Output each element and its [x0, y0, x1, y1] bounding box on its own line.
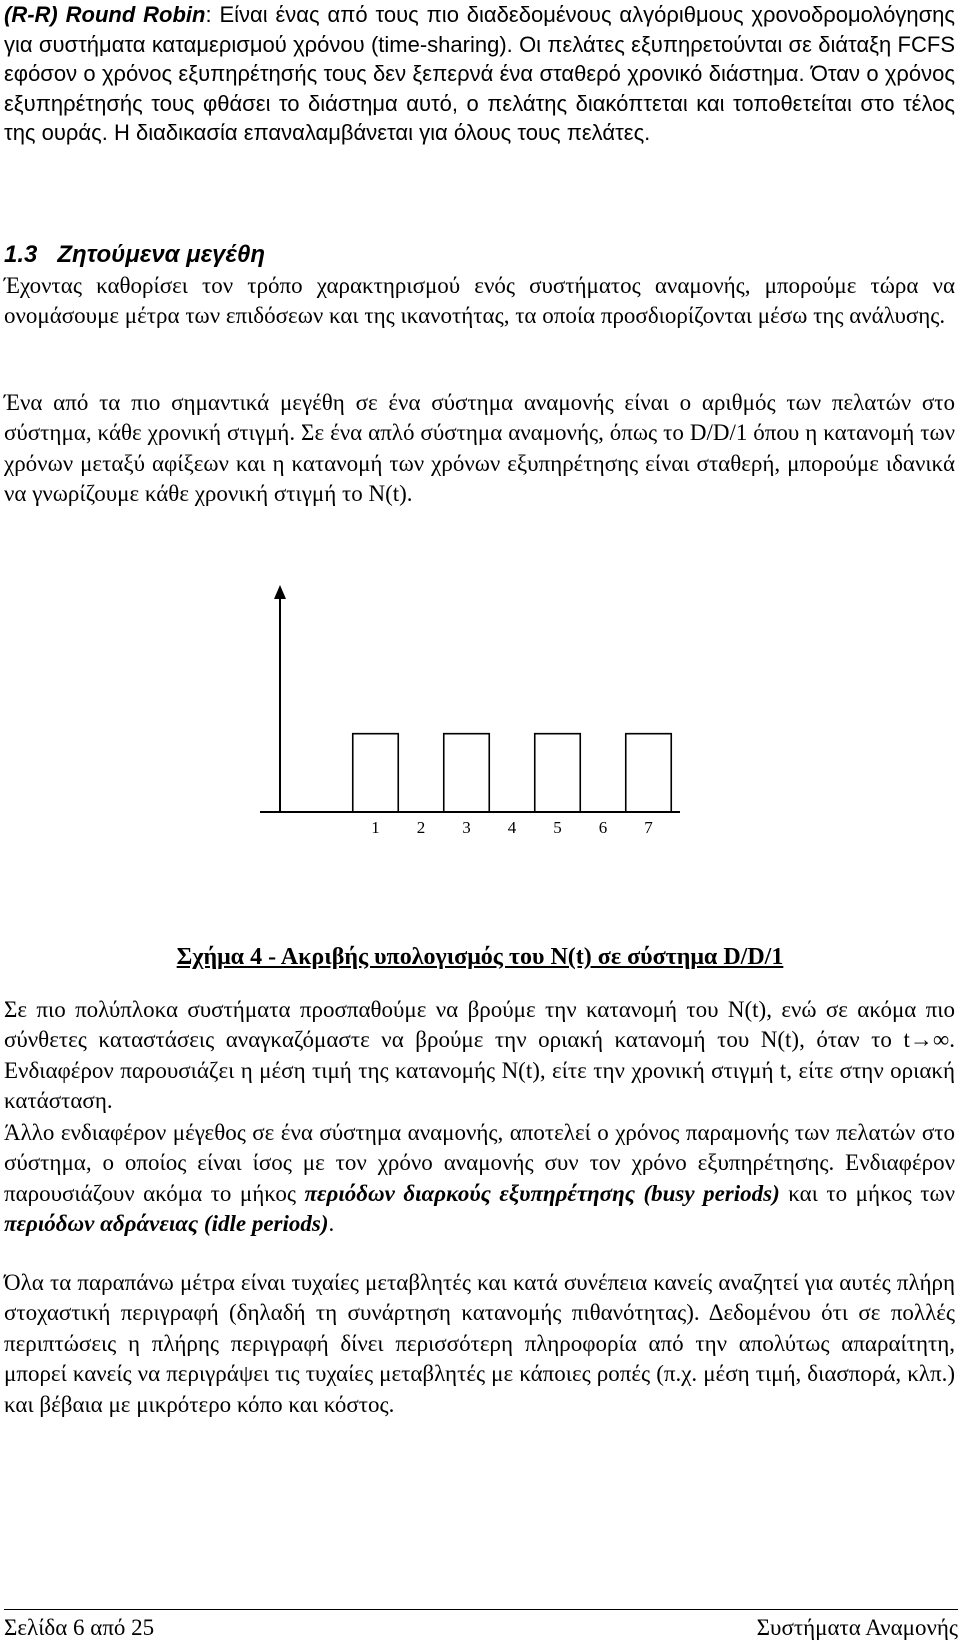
busy-periods-term: περιόδων διαρκούς εξυπηρέτησης (busy periods)	[304, 1180, 780, 1206]
step-pulse-1	[353, 734, 399, 812]
y-axis-arrowhead	[274, 585, 286, 599]
section-title: Ζητούμενα μεγέθη	[57, 241, 266, 268]
footer-page-number: Σελίδα 6 από 25	[4, 1615, 155, 1640]
x-tick-labels	[371, 818, 653, 837]
section-number: 1.3	[4, 241, 38, 268]
step-pulse-2	[444, 734, 490, 812]
intro-term: (R-R) Round Robin	[4, 2, 206, 27]
x-tick-label-6: 6	[598, 818, 608, 837]
x-tick-label-2: 2	[416, 818, 426, 837]
x-tick-label-5: 5	[553, 818, 562, 837]
x-tick-label-7: 7	[644, 818, 653, 837]
paragraph-4	[4, 1118, 955, 1240]
step-pulse-4	[626, 734, 672, 812]
x-tick-label-3: 3	[462, 818, 471, 837]
step-pulses	[353, 734, 672, 812]
paragraph-4-text-c: και το μήκος των	[779, 1180, 955, 1206]
paragraph-5: Όλα τα παραπάνω μέτρα είναι τυχαίες μεταβλητές και κατά συνέπεια κανείς αναζητεί για αυτές πλήρη στοχαστική περιγραφή (δηλαδή τη συνάρτηση κατανομής πιθανότητας). Δεδομένου ότι σε πολλές περιπτώσεις η πλήρης περιγραφή δίνει περισσότερη πληροφορία από την απολύτως απαραίτητη, μπορεί κανείς να περιγράψει τις τυχαίες μεταβλητές με κάποιες ροπές (π.χ. μέση τιμή, διασπορά, κλπ.) και βέβαια με μικρότερο κόπο και κόστος.	[4, 1270, 955, 1417]
paragraph-4-text-e: .	[328, 1211, 335, 1237]
section-heading	[4, 241, 265, 269]
figure-caption: Σχήμα 4 - Ακριβής υπολογισμός του N(t) σε σύστημα D/D/1	[176, 944, 784, 970]
nt-step-chart	[260, 585, 680, 885]
idle-periods-term: περιόδων αδράνειας (idle periods)	[4, 1211, 329, 1237]
footer-title: Συστήματα Αναμονής	[756, 1615, 958, 1640]
page-footer	[4, 1609, 958, 1641]
paragraph-2: Ένα από τα πιο σημαντικά μεγέθη σε ένα σύστημα αναμονής είναι ο αριθμός των πελατών στο σύστημα, κάθε χρονική στιγμή. Σε ένα απλό σύστημα αναμονής, όπως το D/D/1 όπου η κατανομή των χρόνων μεταξύ αφίξεων και η κατανομή των χρόνων εξυπηρέτησης είναι σταθερή, μπορούμε ιδανικά να γνωρίζουμε κάθε χρονική στιγμή το N(t).	[4, 390, 955, 507]
intro-text: : Είναι ένας από τους πιο διαδεδομένους αλγόριθμους χρονοδρομολόγησης για συστήματα καταμερισμού χρόνου (time-sharing). Οι πελάτες εξυπηρετούνται σε διάταξη FCFS εφόσον ο χρόνος εξυπηρέτησής τους δεν ξεπερνά ένα σταθερό χρονικό διάστημα. Όταν ο χρόνος εξυπηρέτησής τους φθάσει το διάστημα αυτό, ο πελάτης διακόπτεται και τοποθετείται στο τέλος της ουράς. Η διαδικασία επαναλαμβάνεται για όλους τους πελάτες.	[4, 2, 955, 145]
intro-paragraph	[4, 0, 955, 148]
step-pulse-3	[535, 734, 581, 812]
x-tick-label-4: 4	[507, 818, 517, 837]
paragraph-4-text-a: Άλλο ενδιαφέρον μέγεθος σε ένα σύστημα αναμονής, αποτελεί ο χρόνος παραμονής των πελατών στο σύστημα, ο οποίος είναι ίσος με τον χρόνο αναμονής συν τον χρόνο εξυπηρέτησης. Ενδιαφέρον παρουσιάζουν ακόμα το μήκος	[4, 1120, 955, 1206]
x-tick-label-1: 1	[371, 818, 380, 837]
paragraph-3: Σε πιο πολύπλοκα συστήματα προσπαθούμε να βρούμε την κατανομή του N(t), ενώ σε ακόμα πιο σύνθετες καταστάσεις αναγκαζόμαστε να βρούμε την οριακή κατανομή του N(t), όταν το t→∞. Ενδιαφέρον παρουσιάζει η μέση τιμή της κατανομής N(t), είτε την χρονική στιγμή t, είτε στην οριακή κατάσταση.	[4, 997, 955, 1114]
paragraph-1: Έχοντας καθορίσει τον τρόπο χαρακτηρισμού ενός συστήματος αναμονής, μπορούμε τώρα να ονομάσουμε μέτρα των επιδόσεων και της ικανοτήτας, τα οποία προσδιορίζονται μέσω της ανάλυσης.	[4, 273, 955, 329]
